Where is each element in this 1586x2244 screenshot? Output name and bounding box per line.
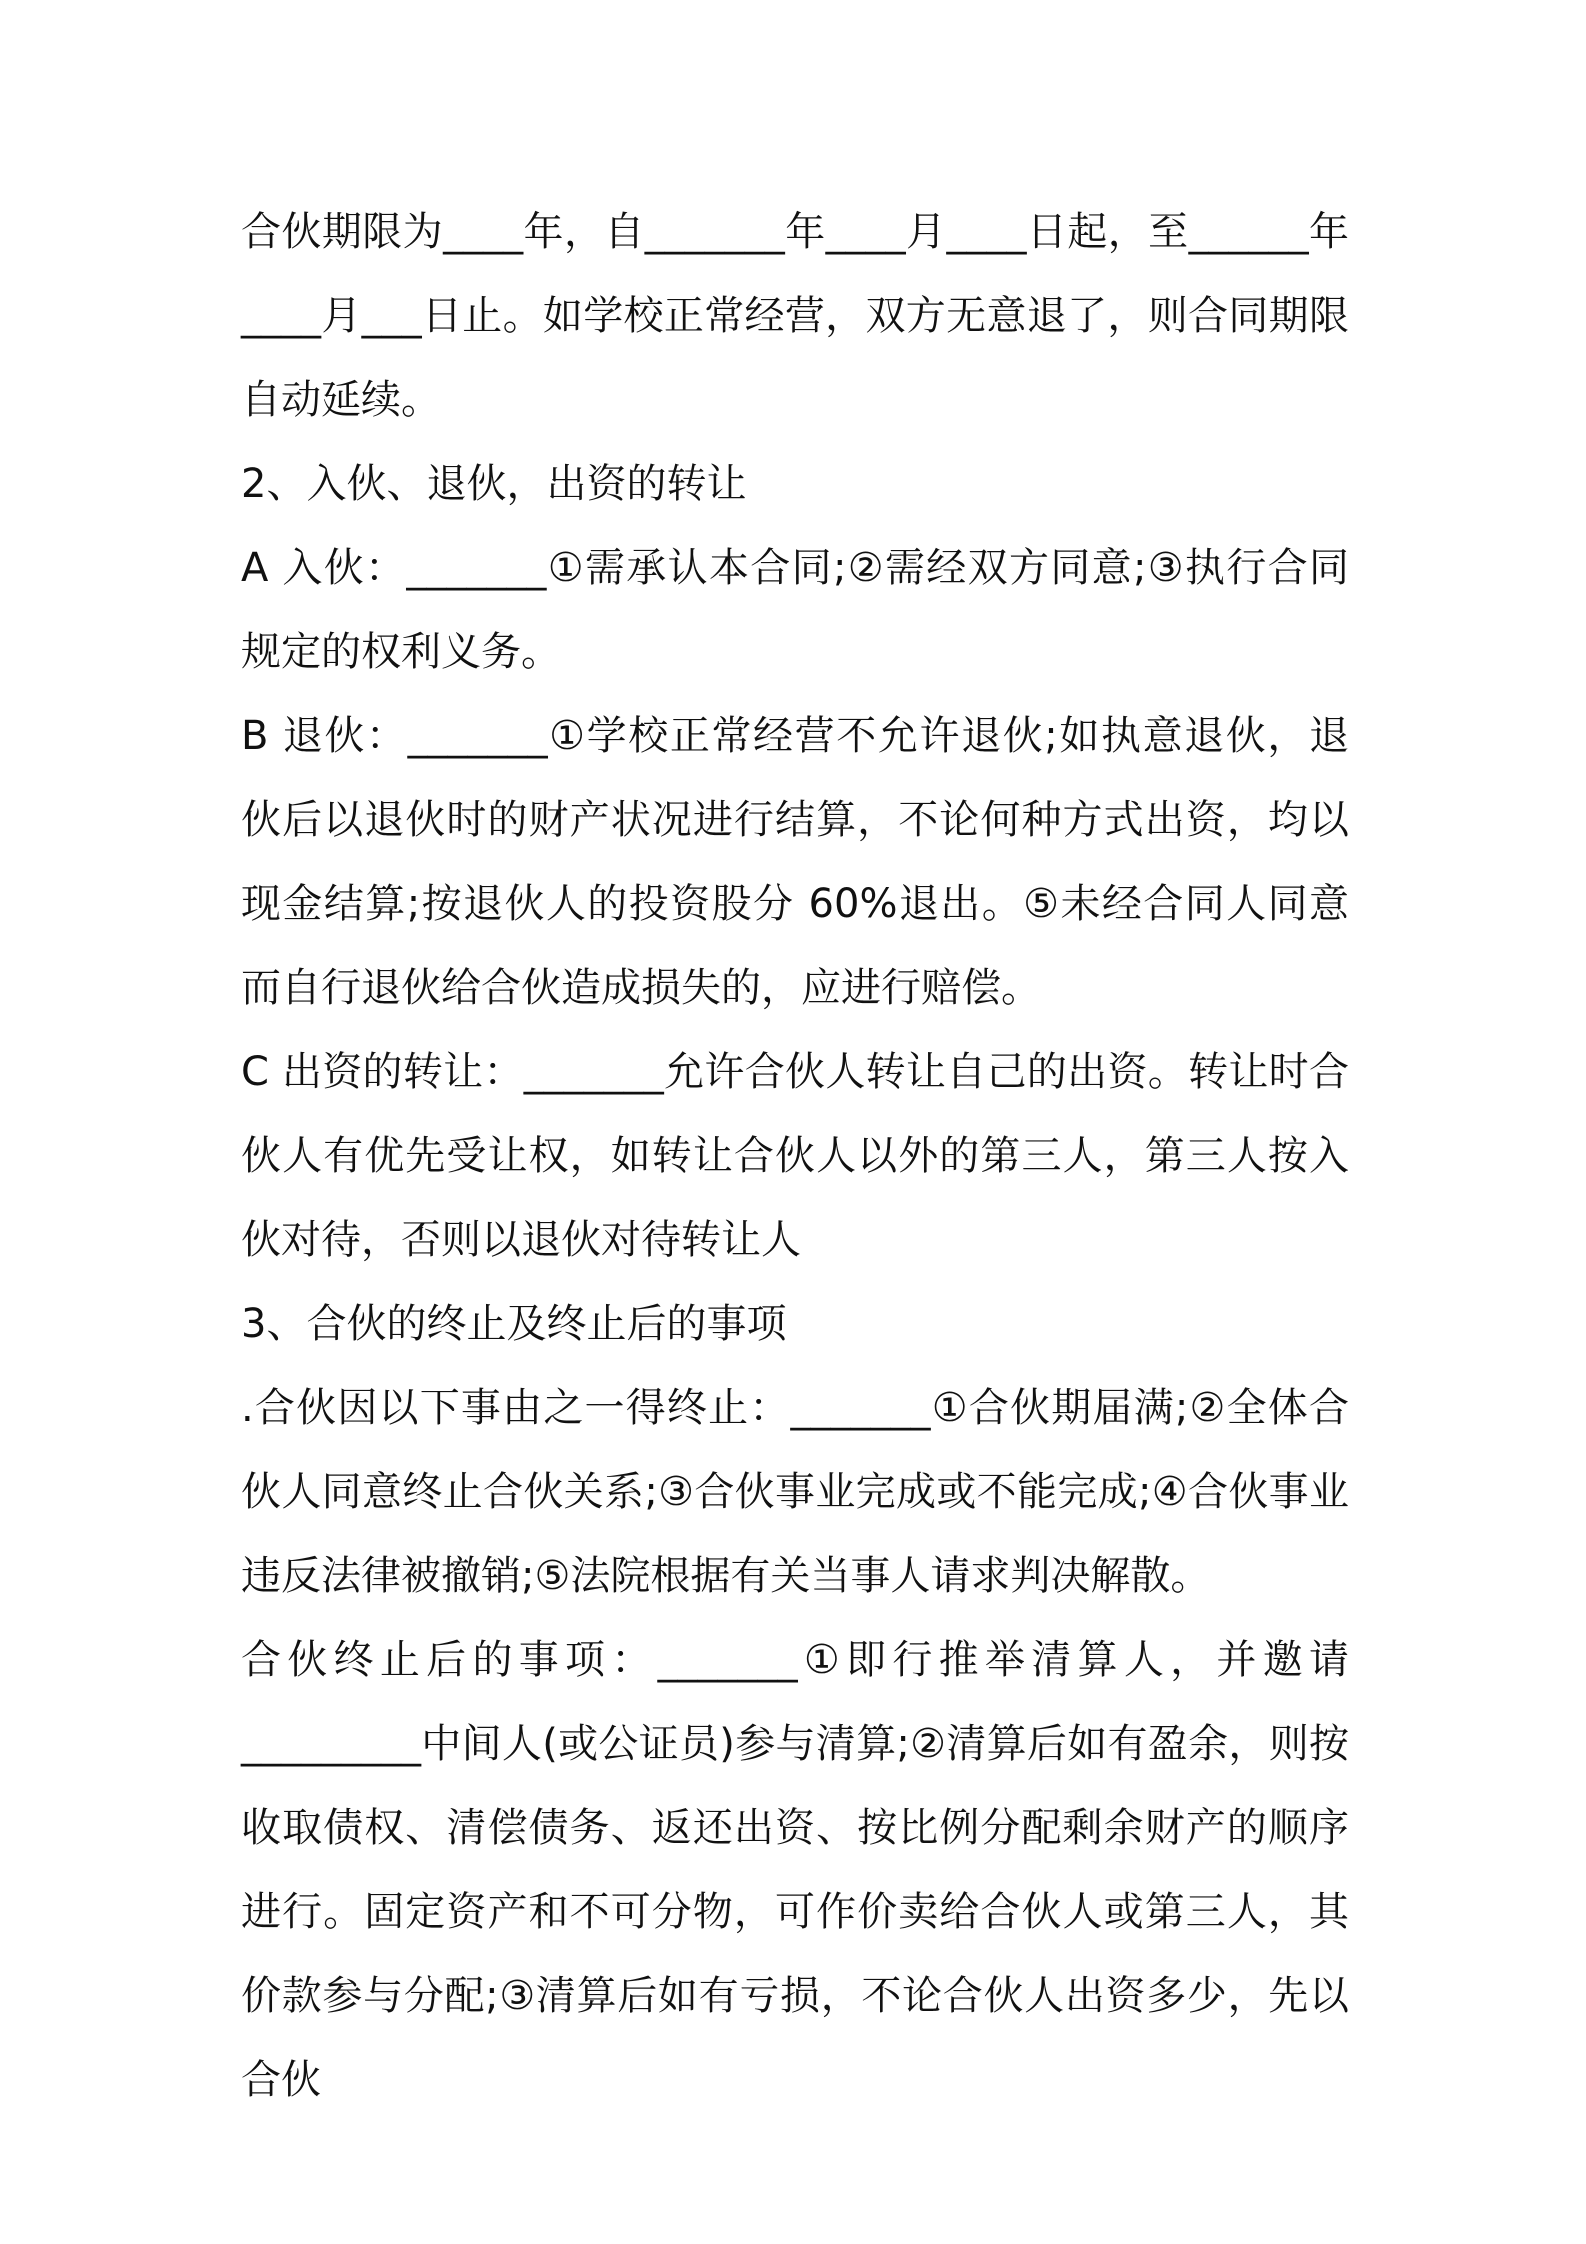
- paragraph-join: A 入伙：_______①需承认本合同;②需经双方同意;③执行合同规定的权利义务。: [241, 545, 1349, 675]
- paragraph-withdraw: B 退伙：_______①学校正常经营不允许退伙;如执意退伙，退伙后以退伙时的财产状况进行结算，不论何种方式出资，均以现金结算;按退伙人的投资股分 60%退出。⑤未经合同人同意而自行退伙给合伙造成损失的，应进行赔偿。: [241, 713, 1349, 1011]
- section-heading-3: 3、合伙的终止及终止后的事项: [241, 1301, 787, 1347]
- section-heading-2: 2、入伙、退伙，出资的转让: [241, 461, 747, 507]
- paragraph-transfer: C 出资的转让：_______允许合伙人转让自己的出资。转让时合伙人有优先受让权，如转让合伙人以外的第三人，第三人按入伙对待，否则以退伙对待转让人: [241, 1049, 1349, 1263]
- document-body: [241, 190, 1349, 2122]
- paragraph-after-termination: 合伙终止后的事项：_______①即行推举清算人，并邀请_________中间人(或公证员)参与清算;②清算后如有盈余，则按收取债权、清偿债务、返还出资、按比例分配剩余财产的顺序进行。固定资产和不可分物，可作价卖给合伙人或第三人，其价款参与分配;③清算后如有亏损，不论合伙人出资多少，先以合伙: [241, 1637, 1349, 2103]
- paragraph-term: 合伙期限为____年，自_______年____月____日起，至______年____月___日止。如学校正常经营，双方无意退了，则合同期限自动延续。: [241, 209, 1349, 423]
- paragraph-termination: .合伙因以下事由之一得终止：_______①合伙期届满;②全体合伙人同意终止合伙关系;③合伙事业完成或不能完成;④合伙事业违反法律被撤销;⑤法院根据有关当事人请求判决解散。: [241, 1385, 1349, 1599]
